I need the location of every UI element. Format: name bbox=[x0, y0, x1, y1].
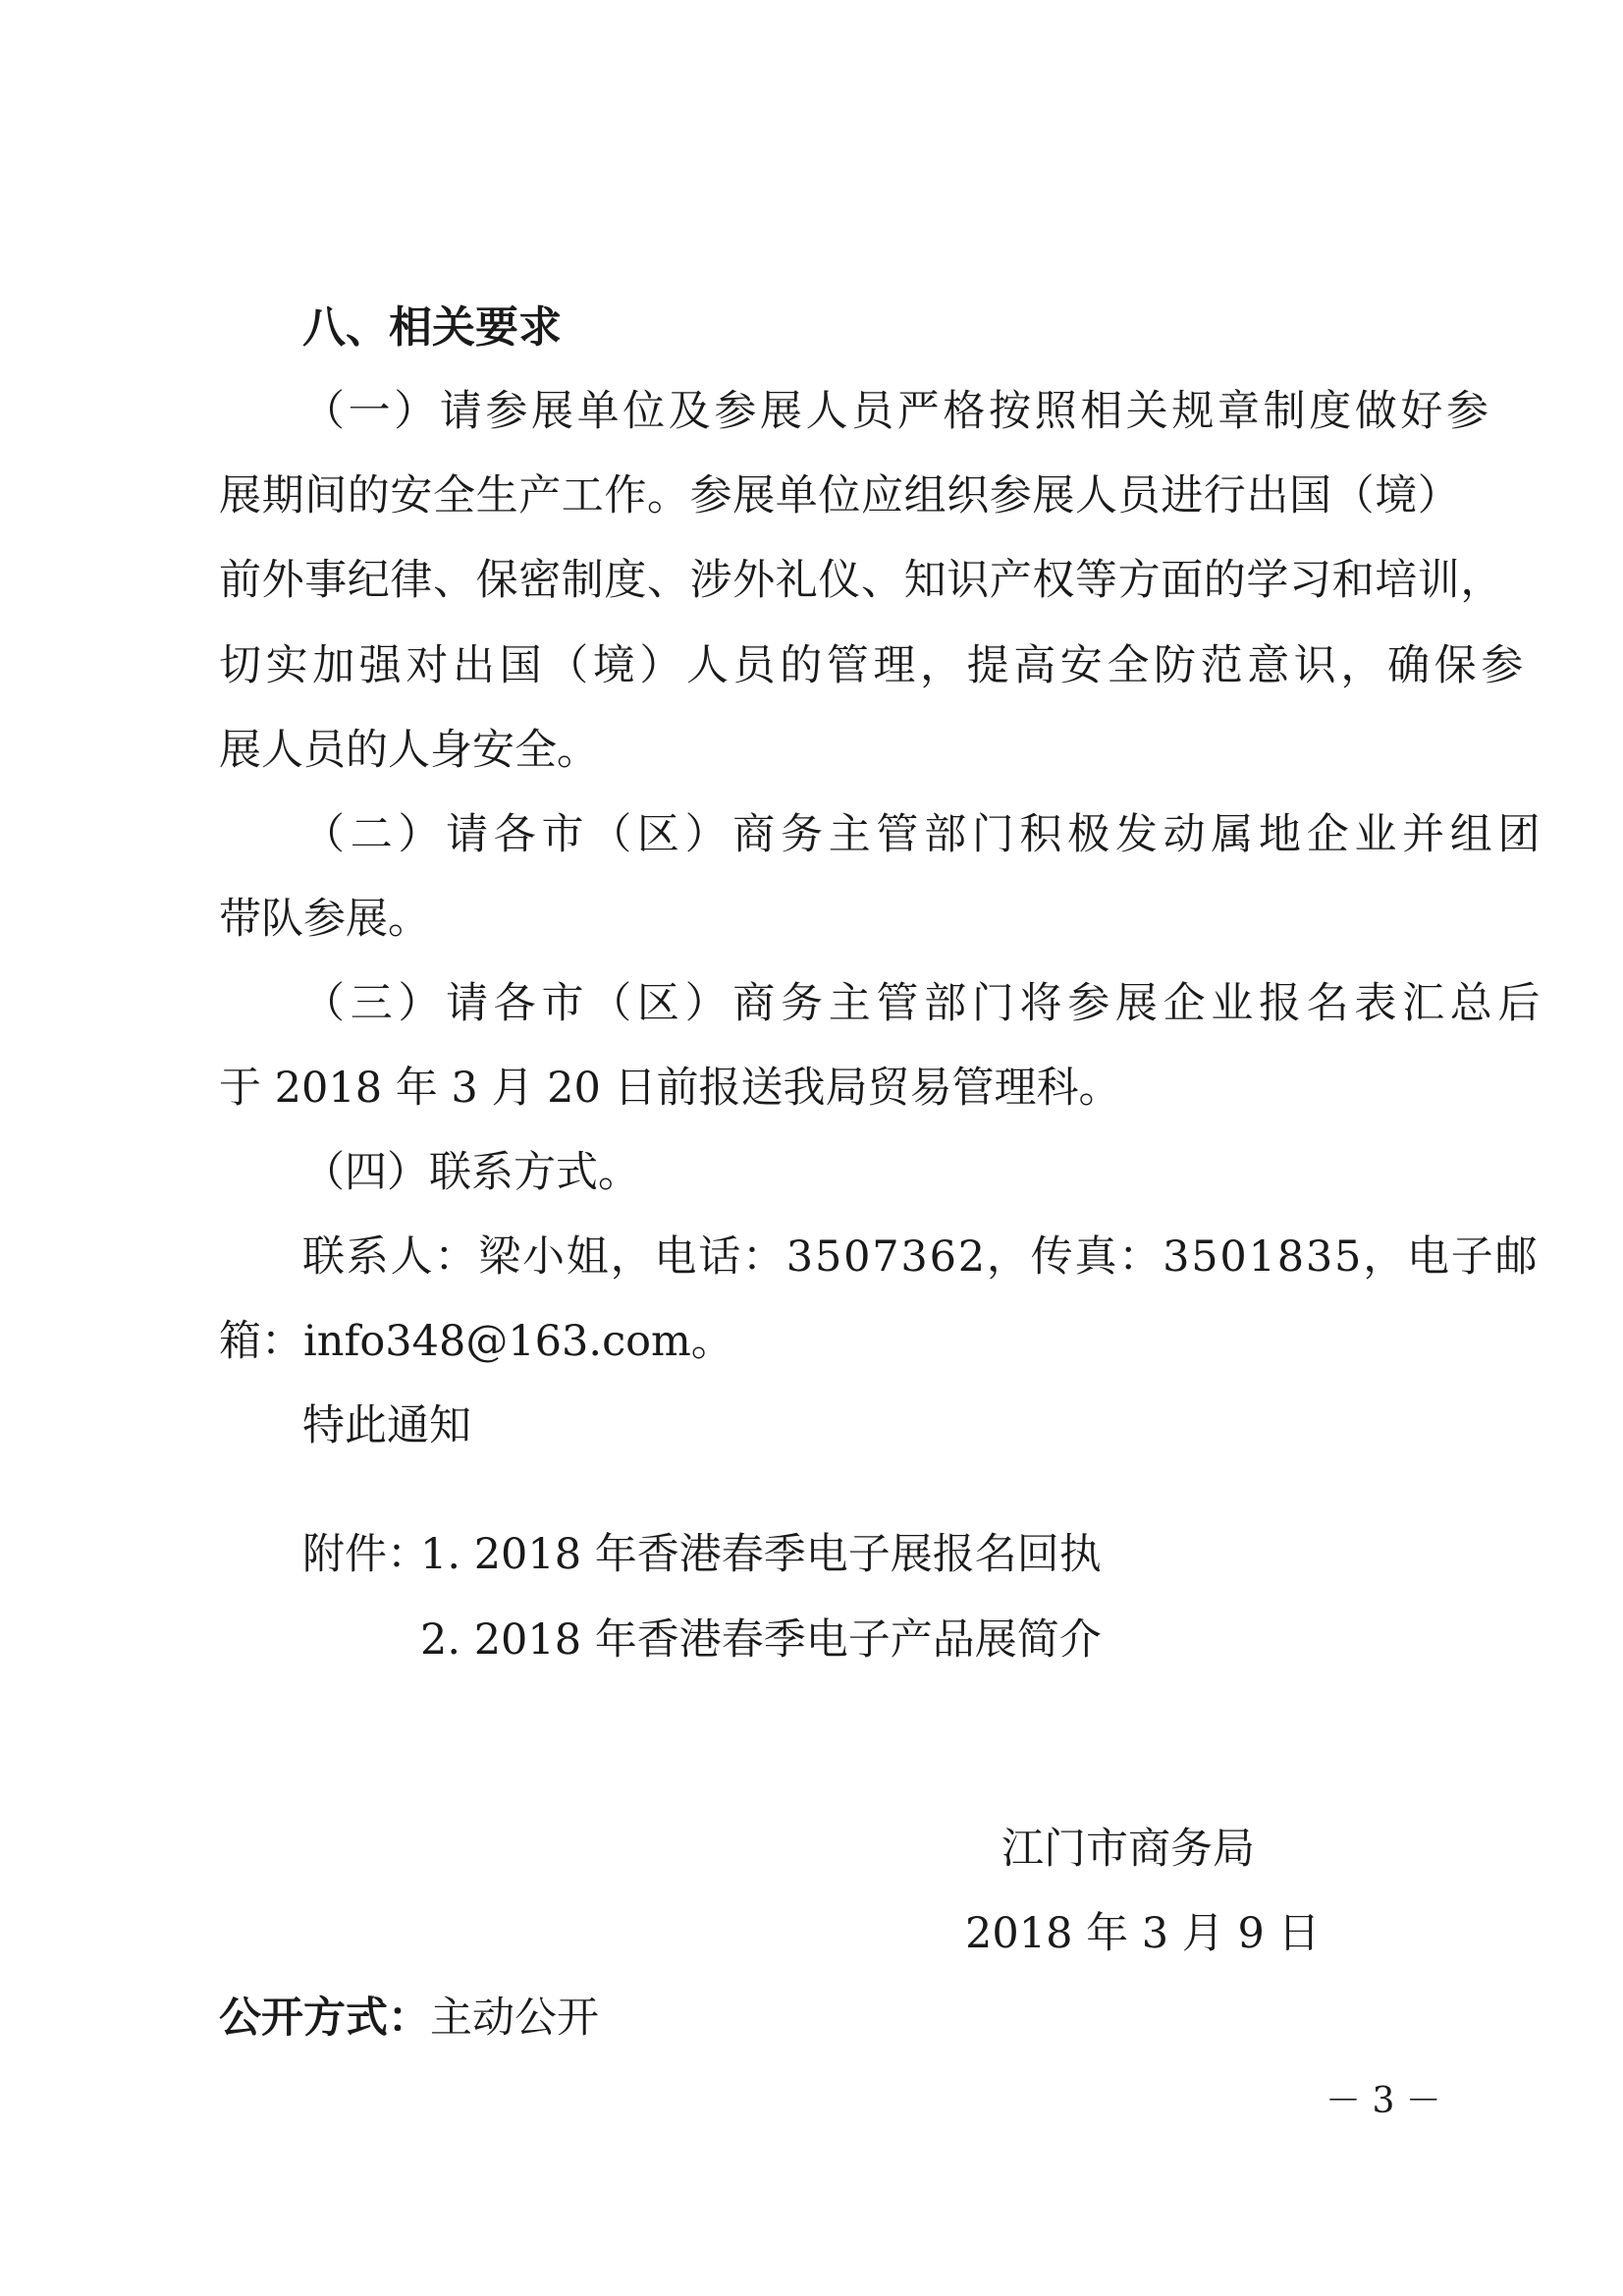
contact-line1: 联系人：梁小姐，电话：3507362，传真：3501835，电子邮 bbox=[302, 1232, 1540, 1282]
item2-line1: （二）请各市（区）商务主管部门积极发动属地企业并组团 bbox=[302, 810, 1546, 859]
notice-closing: 特此通知 bbox=[302, 1401, 471, 1450]
disclosure-value: 主动公开 bbox=[430, 1994, 599, 2043]
item1-line3: 前外事纪律、保密制度、涉外礼仪、知识产权等方面的学习和培训， bbox=[219, 556, 1503, 605]
item1-line5: 展人员的人身安全。 bbox=[219, 726, 599, 775]
disclosure-label: 公开方式： bbox=[219, 1994, 430, 2043]
section-heading: 八、相关要求 bbox=[302, 302, 562, 353]
contact-line2: 箱：info348@163.com。 bbox=[219, 1317, 733, 1366]
attachment-item-1: 1. 2018 年香港春季电子展报名回执 bbox=[420, 1530, 1102, 1579]
attachments-label: 附件： bbox=[302, 1530, 429, 1579]
item2-line2: 带队参展。 bbox=[219, 895, 430, 944]
item1-line1: （一）请参展单位及参展人员严格按照相关规章制度做好参 bbox=[302, 387, 1492, 436]
attachment-item-2: 2. 2018 年香港春季电子产品展简介 bbox=[420, 1615, 1102, 1665]
item1-line4: 切实加强对出国（境）人员的管理，提高安全防范意识，确保参 bbox=[219, 641, 1528, 690]
item1-line2: 展期间的安全生产工作。参展单位应组织参展人员进行出国（境） bbox=[219, 471, 1461, 520]
item3-line2: 于 2018 年 3 月 20 日前报送我局贸易管理科。 bbox=[219, 1064, 1121, 1113]
disclosure bbox=[219, 1994, 599, 2043]
signature-org: 江门市商务局 bbox=[1001, 1825, 1255, 1874]
item3-line1: （三）请各市（区）商务主管部门将参展企业报名表汇总后 bbox=[302, 979, 1546, 1028]
signature-date: 2018 年 3 月 9 日 bbox=[965, 1909, 1321, 1958]
item4-line1: （四）联系方式。 bbox=[302, 1148, 640, 1197]
page-number: － 3 － bbox=[1325, 2081, 1441, 2121]
